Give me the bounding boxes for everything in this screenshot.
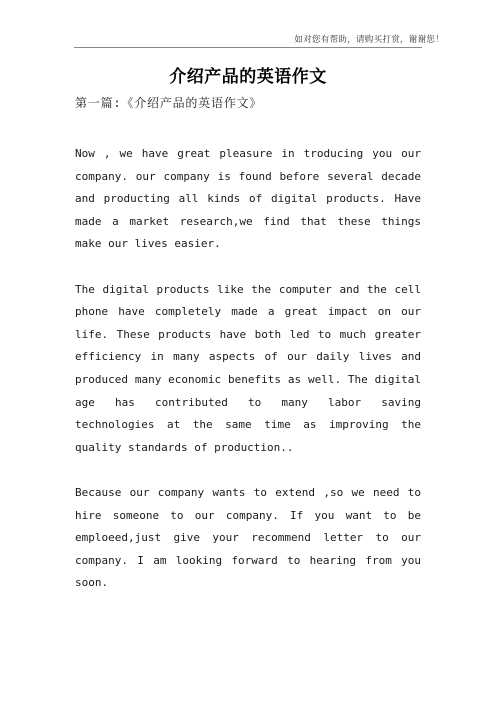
- document-body: [75, 143, 421, 595]
- paragraph-1: Now , we have great pleasure in troducing you our company. our company is found before several decade and producting all kinds of digital products. Have made a market research,we find that these things make our lives easier.: [75, 147, 421, 251]
- paragraph-2: The digital products like the computer and the cell phone have completely made a great impact on our life. These products have both led to much greater efficiency in many aspects of our daily lives and produced many economic benefits as well. The digital age has contributed to many labor saving technologies at the same time as improving the quality standards of production..: [75, 282, 421, 454]
- header-divider: [74, 47, 422, 48]
- document-title: 介绍产品的英语作文: [169, 67, 327, 87]
- header-note: 如对您有帮助，请购买打赏，谢谢您！: [294, 35, 444, 45]
- document-subtitle: 第一篇:《介绍产品的英语作文》: [75, 96, 263, 110]
- paragraph-3: Because our company wants to extend ,so we need to hire someone to our company. If you want to be emploeed,just give your recommend letter to our company. I am looking forward to hearing from you soon.: [75, 485, 421, 590]
